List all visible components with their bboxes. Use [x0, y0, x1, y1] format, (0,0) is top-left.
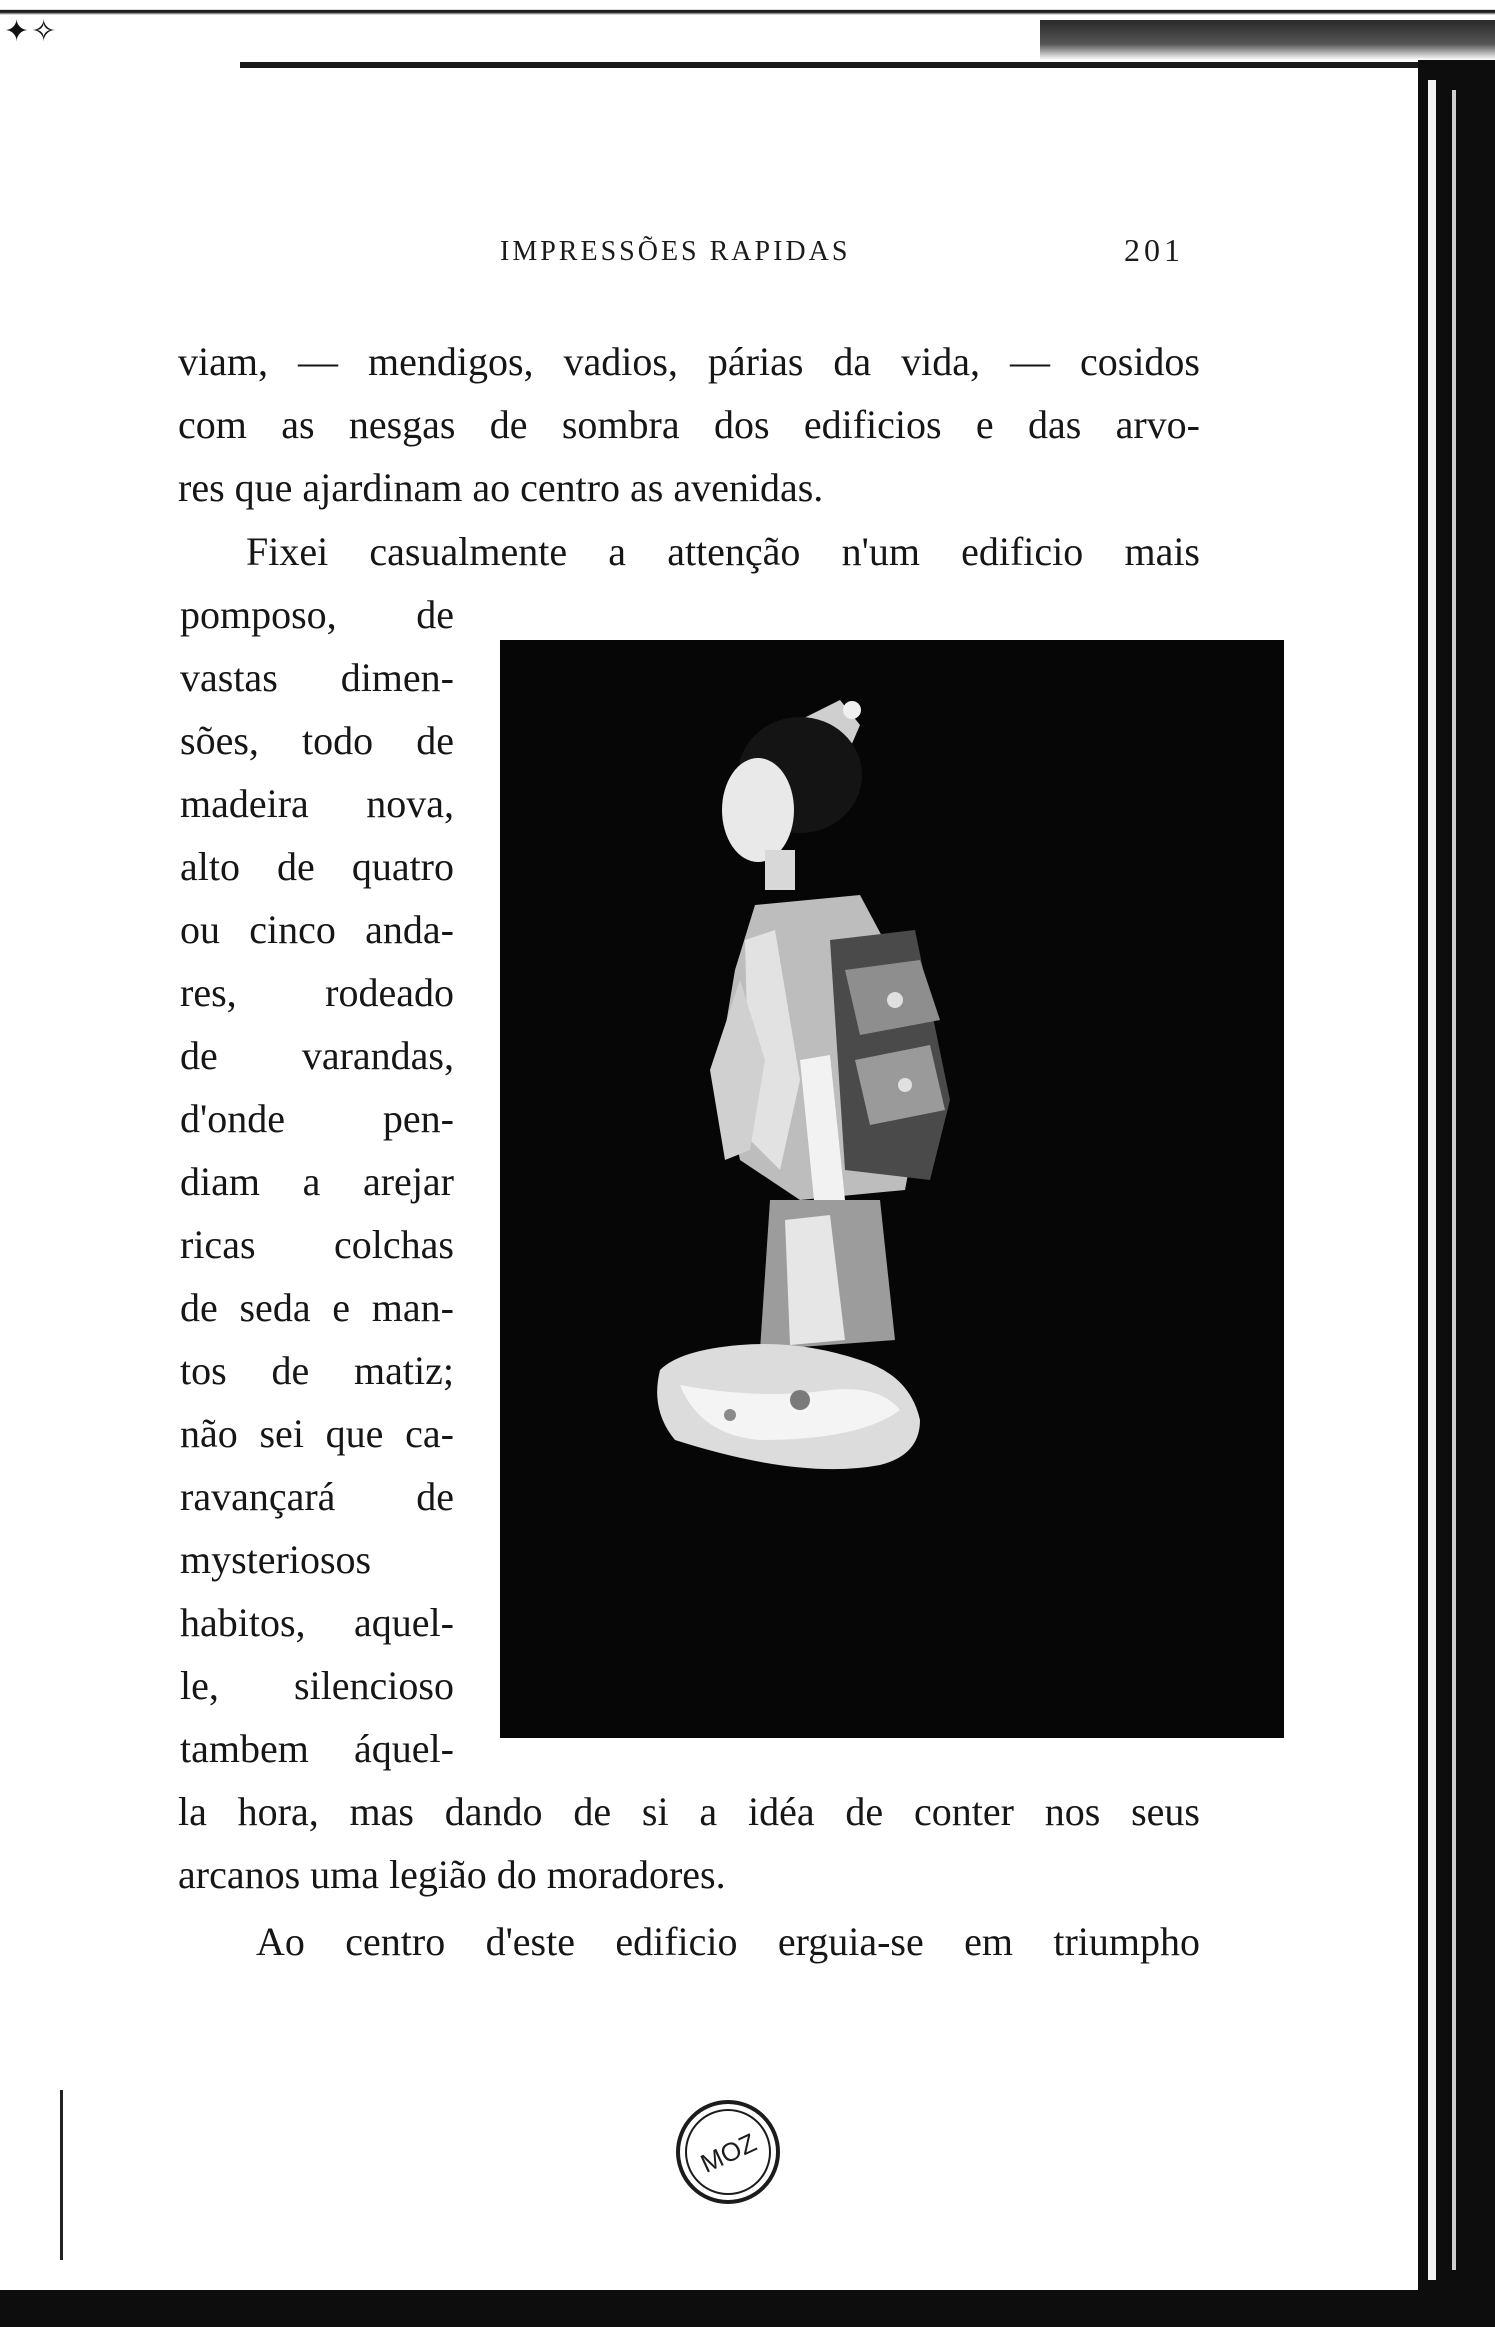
body-line: arcanos uma legião do moradores.	[178, 1852, 726, 1897]
scan-top-shadow	[1040, 20, 1495, 60]
scan-bottom-edge	[0, 2290, 1495, 2327]
library-stamp-seal	[672, 2096, 784, 2208]
column-line: ou cinco anda-	[180, 907, 454, 952]
column-line: d'onde pen-	[180, 1096, 454, 1141]
scan-corner-mark: ✦✧	[4, 15, 59, 48]
body-line: viam, — mendigos, vadios, párias da vida, — cosidos	[178, 339, 1200, 384]
top-rule	[240, 62, 1420, 68]
page-number: 201	[1124, 232, 1184, 268]
library-stamp	[672, 2096, 784, 2208]
column-line: vastas dimen-	[180, 655, 454, 700]
column-line: alto de quatro	[180, 844, 454, 889]
column-line: mysteriosos	[180, 1537, 372, 1582]
body-line: Fixei casualmente a attenção n'um edificio mais	[246, 529, 1200, 574]
kimono-photograph	[500, 640, 1284, 1738]
body-line: la hora, mas dando de si a idéa de conter nos seus	[178, 1789, 1200, 1834]
scan-left-mark	[60, 2090, 63, 2260]
column-line: le, silencioso	[180, 1663, 454, 1708]
column-line: sões, todo de	[180, 718, 454, 763]
column-line: diam a arejar	[180, 1159, 454, 1204]
body-line: com as nesgas de sombra dos edificios e das arvo-	[178, 402, 1200, 447]
body-line: res que ajardinam ao centro as avenidas.	[178, 465, 824, 510]
column-line: pomposo, de	[180, 592, 454, 637]
column-line: não sei que ca-	[180, 1411, 454, 1456]
body-line: Ao centro d'este edificio erguia-se em triumpho	[256, 1919, 1200, 1964]
scan-right-edge-highlight	[1428, 80, 1436, 2280]
scan-right-edge-line	[1452, 90, 1456, 2270]
column-line: de seda e man-	[180, 1285, 454, 1330]
column-line: de varandas,	[180, 1033, 454, 1078]
column-line: ricas colchas	[180, 1222, 454, 1267]
running-head-title: IMPRESSÕES RAPIDAS	[500, 236, 851, 267]
column-line: res, rodeado	[180, 970, 454, 1015]
column-line: ravançará de	[180, 1474, 454, 1519]
column-line: madeira nova,	[180, 781, 454, 826]
stamp-text: MOZ	[695, 2127, 761, 2179]
column-line: tos de matiz;	[180, 1348, 454, 1393]
column-line: habitos, aquel-	[180, 1600, 454, 1645]
kimono-figure-photograph-icon	[500, 640, 1284, 1738]
column-line: tambem áquel-	[180, 1726, 454, 1771]
